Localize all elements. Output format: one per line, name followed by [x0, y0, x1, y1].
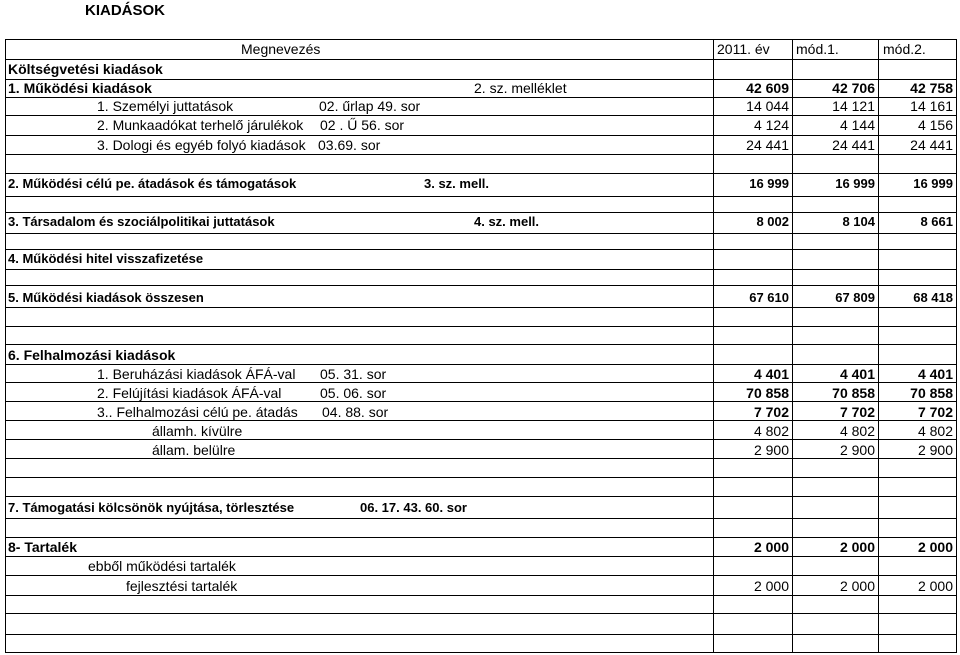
cell-value: 2 000 [917, 578, 953, 594]
row-label: 8- Tartalék [8, 539, 77, 555]
cell-value: 70 858 [746, 385, 789, 401]
cell-value: 42 758 [910, 80, 953, 96]
cell-value: 42 706 [832, 80, 875, 96]
row-line [5, 575, 957, 576]
cell-value: 2 000 [753, 539, 789, 555]
row-label: 4. Működési hitel visszafizetése [8, 251, 204, 266]
section-label: Költségvetési kiadások [8, 61, 163, 77]
cell-value: 16 999 [835, 176, 875, 191]
row-line [5, 154, 957, 155]
cell-value: 16 999 [913, 176, 953, 191]
cell-value: 8 661 [920, 214, 953, 229]
cell-value: 7 702 [839, 404, 875, 420]
cell-value: 2 000 [917, 539, 953, 555]
table-border-bottom [5, 652, 957, 653]
row-line [5, 496, 957, 497]
cell-value: 16 999 [749, 176, 789, 191]
row-line [5, 269, 957, 270]
row-line [5, 233, 957, 234]
cell-value: 2 000 [839, 578, 875, 594]
row-label: 3. Dologi és egyéb folyó kiadások [97, 137, 306, 153]
row-line [5, 401, 957, 402]
cell-value: 2 900 [839, 442, 875, 458]
row-ref: 03.69. sor [318, 137, 381, 153]
cell-value: 24 441 [746, 137, 789, 153]
row-label: 6. Felhalmozási kiadások [8, 347, 176, 363]
row-label: 2. Munkaadókat terhelő járulékok [97, 117, 304, 133]
cell-value: 4 156 [917, 117, 953, 133]
row-ref: 04. 88. sor [322, 404, 389, 420]
cell-value: 4 401 [839, 366, 875, 382]
row-line [5, 595, 957, 596]
cell-value: 24 441 [832, 137, 875, 153]
row-line [5, 59, 957, 60]
cell-value: 42 609 [746, 80, 789, 96]
row-line [5, 458, 957, 459]
row-line [5, 420, 957, 421]
cell-value: 24 441 [910, 137, 953, 153]
row-label: 1. Beruházási kiadások ÁFÁ-val [97, 366, 296, 382]
row-label: 5. Működési kiadások összesen [8, 290, 204, 305]
row-ref: 02 . Ű 56. sor [320, 117, 405, 133]
row-line [5, 382, 957, 383]
page-title: KIADÁSOK [85, 2, 166, 19]
cell-value: 2 900 [917, 442, 953, 458]
cell-value: 8 104 [842, 214, 875, 229]
row-ref: 06. 17. 43. 60. sor [360, 500, 467, 515]
row-label: fejlesztési tartalék [126, 578, 238, 594]
cell-value: 4 144 [839, 117, 875, 133]
header-year: 2011. év [717, 41, 770, 57]
cell-value: 4 401 [917, 366, 953, 382]
row-line [5, 196, 957, 197]
row-ref: 4. sz. mell. [474, 214, 540, 229]
row-ref: 3. sz. mell. [424, 176, 490, 191]
row-line [5, 249, 957, 250]
cell-value: 70 858 [910, 385, 953, 401]
row-label: 2. Felújítási kiadások ÁFÁ-val [97, 385, 282, 401]
row-ref: 05. 06. sor [320, 385, 387, 401]
row-ref: 2. sz. melléklet [474, 80, 567, 96]
row-line [5, 135, 957, 136]
row-line [5, 518, 957, 519]
cell-value: 2 000 [753, 578, 789, 594]
header-name: Megnevezés [241, 41, 321, 57]
row-line [5, 307, 957, 308]
row-line [5, 439, 957, 440]
row-label: ebből működési tartalék [88, 558, 236, 574]
row-ref: 05. 31. sor [320, 366, 387, 382]
cell-value: 68 418 [913, 290, 953, 305]
row-label: 1. Működési kiadások [8, 80, 152, 96]
row-line [5, 556, 957, 557]
row-line [5, 285, 957, 286]
cell-value: 4 401 [753, 366, 789, 382]
cell-value: 14 044 [746, 98, 789, 114]
cell-value: 67 610 [749, 290, 789, 305]
row-line [5, 115, 957, 116]
row-label: 1. Személyi juttatások [97, 98, 234, 114]
row-line [5, 477, 957, 478]
cell-value: 70 858 [832, 385, 875, 401]
row-line [5, 364, 957, 365]
cell-value: 2 900 [753, 442, 789, 458]
row-line [5, 173, 957, 174]
cell-value: 4 802 [917, 423, 953, 439]
cell-value: 8 002 [756, 214, 789, 229]
row-label: 2. Működési célú pe. átadások és támogatások [8, 176, 297, 191]
row-label: állam. belülre [152, 442, 236, 458]
cell-value: 67 809 [835, 290, 875, 305]
cell-value: 14 121 [832, 98, 875, 114]
row-line [5, 613, 957, 614]
row-line [5, 634, 957, 635]
cell-value: 4 802 [839, 423, 875, 439]
row-label: 3. Társadalom és szociálpolitikai juttatások [8, 214, 275, 229]
col-line [956, 39, 957, 653]
cell-value: 2 000 [839, 539, 875, 555]
row-line [5, 326, 957, 327]
col-line [5, 39, 6, 653]
row-line [5, 212, 957, 213]
cell-value: 7 702 [917, 404, 953, 420]
cell-value: 4 802 [753, 423, 789, 439]
row-label: 3.. Felhalmozási célú pe. átadás [97, 404, 298, 420]
row-label: 7. Támogatási kölcsönök nyújtása, törlesztése [8, 500, 295, 515]
header-mod2: mód.2. [883, 41, 926, 57]
header-mod1: mód.1. [796, 41, 839, 57]
row-line [5, 344, 957, 345]
table-border-top [5, 39, 957, 40]
row-ref: 02. űrlap 49. sor [319, 98, 421, 114]
cell-value: 14 161 [910, 98, 953, 114]
cell-value: 4 124 [753, 117, 789, 133]
row-label: államh. kívülre [152, 423, 243, 439]
row-line [5, 537, 957, 538]
cell-value: 7 702 [753, 404, 789, 420]
